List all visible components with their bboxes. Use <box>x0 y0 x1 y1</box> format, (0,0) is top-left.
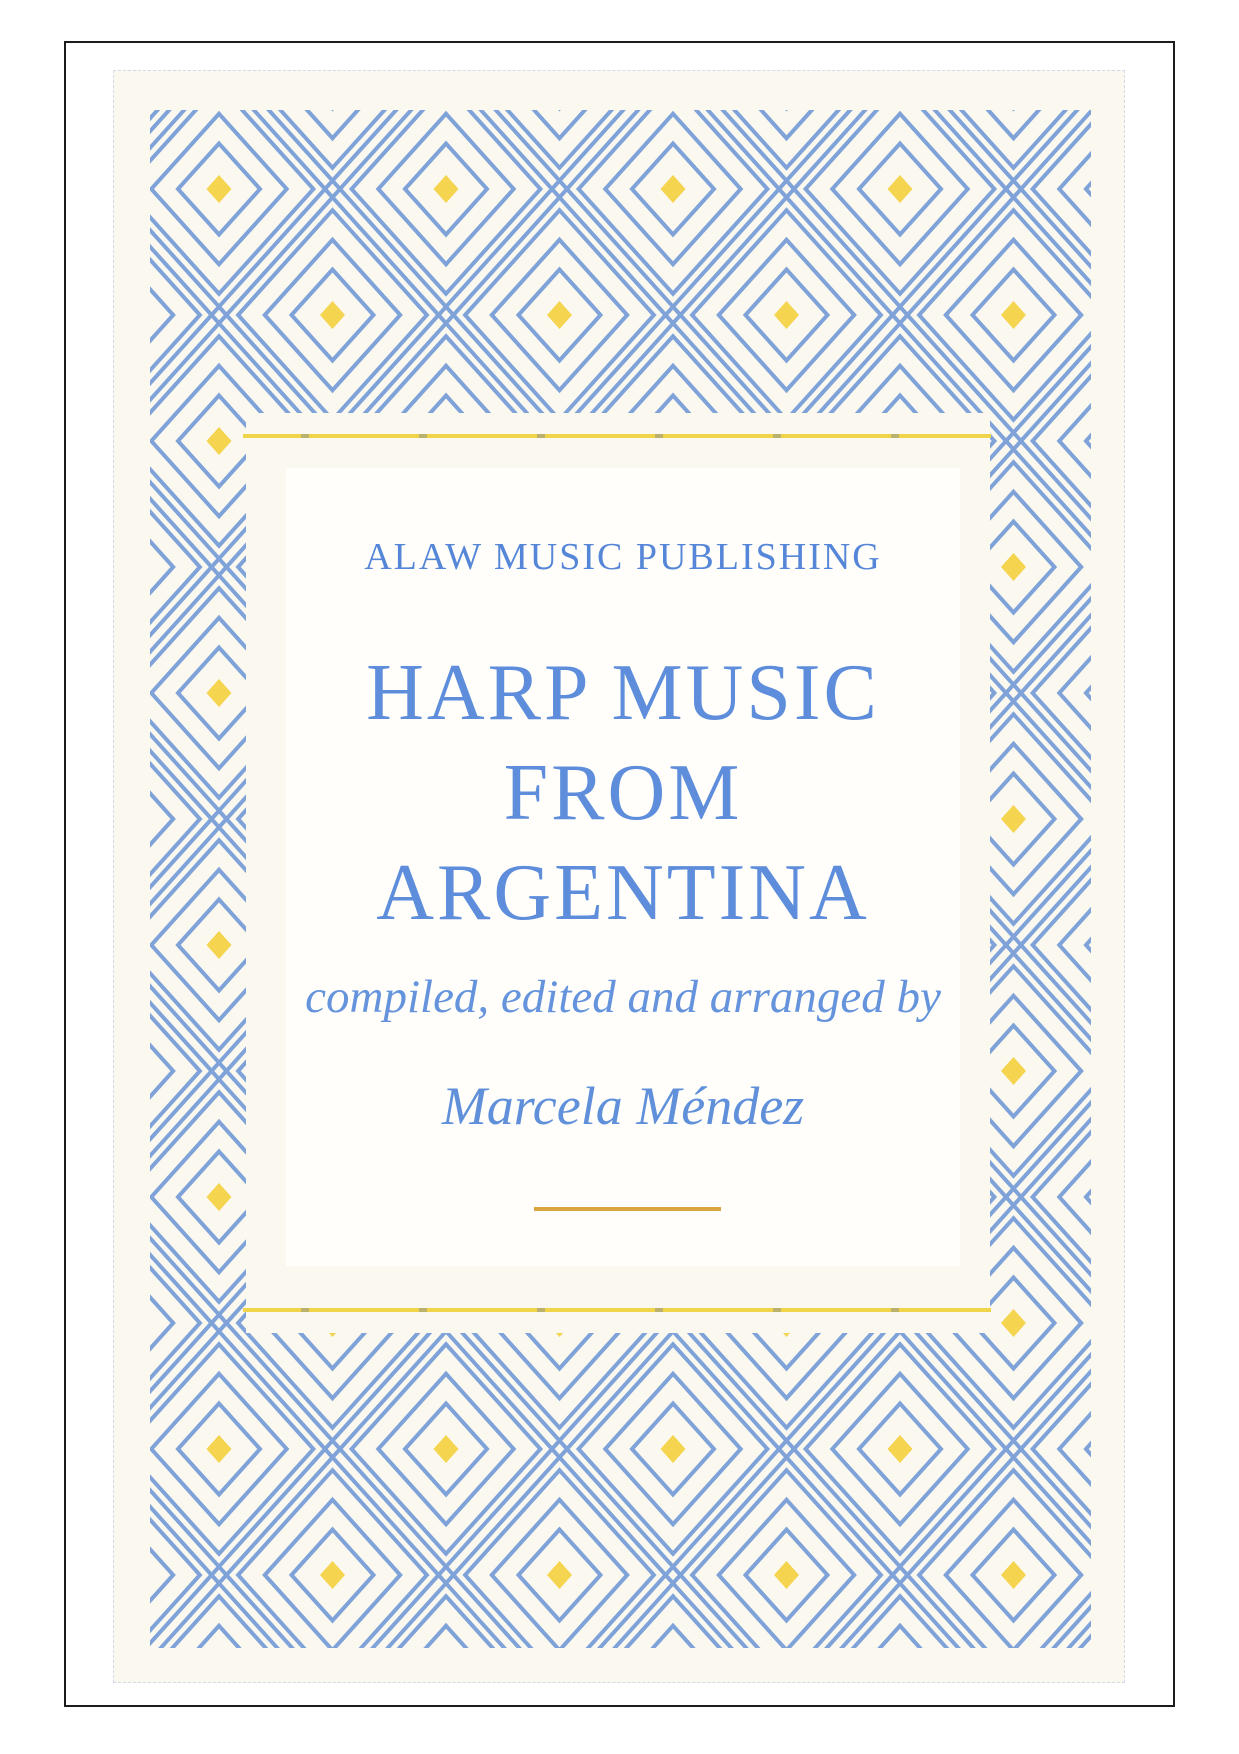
subtitle-credit: compiled, edited and arranged by <box>305 971 941 1023</box>
author-name: Marcela Méndez <box>441 1076 805 1136</box>
title-line-1: HARP MUSIC <box>366 649 880 737</box>
book-title <box>286 643 960 943</box>
title-line-2: FROM <box>503 749 743 837</box>
decorative-short-rule <box>534 1207 721 1211</box>
bottom-gold-rule <box>243 1308 991 1312</box>
title-line-3: ARGENTINA <box>376 849 870 937</box>
publisher-name: ALAW MUSIC PUBLISHING <box>364 536 882 578</box>
top-gold-rule <box>243 434 991 438</box>
